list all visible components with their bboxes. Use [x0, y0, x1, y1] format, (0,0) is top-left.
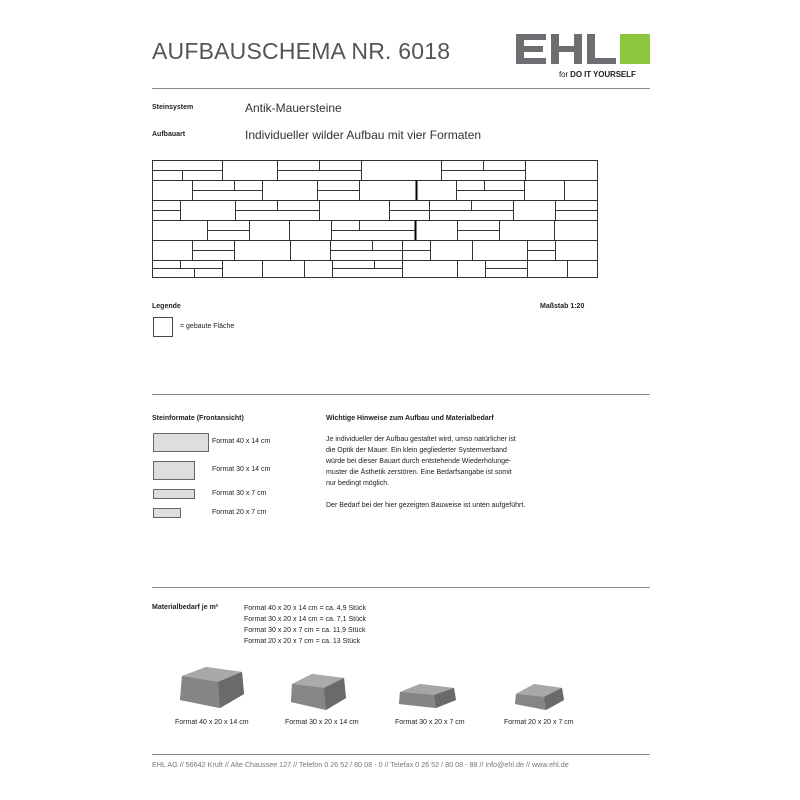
wall-stone: [195, 269, 223, 278]
wall-stone: [473, 241, 528, 261]
logo-letter-e: [516, 34, 546, 64]
stone-image-20x20x7: [512, 680, 568, 714]
stone-caption: Format 20 x 20 x 7 cm: [504, 719, 574, 726]
wall-stone: [193, 191, 263, 201]
wall-stone: [442, 171, 526, 181]
wall-stone: [430, 201, 472, 211]
stone-caption: Format 30 x 20 x 14 cm: [285, 719, 359, 726]
format-swatch-40x14: [153, 433, 209, 452]
format-label: Format 20 x 7 cm: [212, 509, 267, 516]
wall-stone: [320, 201, 390, 221]
wall-stone: [514, 201, 556, 221]
wall-stone: [556, 201, 598, 211]
notes-line: die Optik der Mauer. Ein klein gegliederter Systemverband: [326, 447, 507, 454]
header-divider: [152, 88, 650, 89]
legend-title: Legende: [152, 303, 181, 310]
notes-line: nur bedingt möglich.: [326, 480, 390, 487]
aufbauart-label: Aufbauart: [152, 131, 186, 138]
wall-stone: [556, 241, 598, 261]
wall-stone: [235, 241, 291, 261]
legend-swatch: [153, 317, 173, 337]
wall-stone: [153, 221, 208, 241]
footer-divider: [152, 754, 650, 755]
wall-stone: [332, 221, 360, 231]
format-swatch-30x7: [153, 489, 195, 499]
wall-stone: [263, 181, 318, 201]
wall-stone: [373, 241, 403, 251]
wall-stone: [318, 181, 360, 191]
material-line: Format 30 x 20 x 14 cm = ca. 7,1 Stück: [244, 616, 366, 623]
section-divider-2: [152, 587, 650, 588]
wall-stone: [236, 211, 320, 221]
stone-caption: Format 40 x 20 x 14 cm: [175, 719, 249, 726]
wall-stone: [486, 269, 528, 278]
wall-stone: [236, 201, 278, 211]
format-label: Format 40 x 14 cm: [212, 438, 271, 445]
logo-green-square: [620, 34, 650, 64]
scale-label: Maßstab 1:20: [540, 303, 585, 310]
steinsystem-label: Steinsystem: [152, 104, 194, 111]
wall-stone: [565, 181, 598, 201]
wall-stone: [568, 261, 598, 278]
wall-stone: [375, 261, 403, 269]
format-swatch-30x14: [153, 461, 195, 480]
notes-line: muster die Ästhetik zerstören. Eine Bedarfsangabe ist somit: [326, 469, 512, 476]
wall-stone: [403, 241, 431, 251]
wall-stone: [457, 181, 485, 191]
wall-stone: [417, 181, 457, 201]
format-swatch-20x7: [153, 508, 181, 518]
wall-stone: [458, 261, 486, 278]
wall-stone: [193, 241, 235, 251]
wall-stone: [153, 241, 193, 261]
wall-stone: [290, 221, 332, 241]
wall-stone: [208, 221, 250, 231]
logo-letter-l: [587, 34, 616, 64]
wall-stone: [485, 181, 525, 191]
wall-stone: [430, 211, 514, 221]
ehl-logo: [516, 34, 650, 64]
wall-stone: [442, 161, 484, 171]
wall-stone: [528, 251, 556, 261]
wall-stone: [484, 161, 526, 171]
tagline-prefix: for: [559, 70, 571, 79]
wall-stone: [360, 221, 416, 231]
tagline-bold: DO IT YOURSELF: [570, 70, 636, 79]
steinsystem-value: Antik-Mauersteine: [245, 101, 342, 115]
wall-stone: [333, 261, 375, 269]
wall-stone: [153, 201, 181, 211]
wall-stone: [331, 241, 373, 251]
notes-line: würde bei dieser Bauart durch entstehende Wiederholunge-: [326, 458, 512, 465]
formats-title: Steinformate (Frontansicht): [152, 415, 244, 422]
logo-letter-h: [551, 34, 582, 64]
wall-stone: [208, 231, 250, 241]
wall-stone: [223, 161, 278, 181]
wall-stone: [486, 261, 528, 269]
material-line: Format 30 x 20 x 7 cm = ca. 11,9 Stück: [244, 627, 366, 634]
wall-pattern: [152, 160, 598, 278]
wall-stone: [305, 261, 333, 278]
format-label: Format 30 x 7 cm: [212, 490, 267, 497]
wall-stone: [250, 221, 290, 241]
wall-stone: [390, 201, 430, 211]
stone-caption: Format 30 x 20 x 7 cm: [395, 719, 465, 726]
section-divider-1: [152, 394, 650, 395]
wall-stone: [278, 201, 320, 211]
notes-title: Wichtige Hinweise zum Aufbau und Materialbedarf: [326, 415, 494, 422]
wall-stone: [153, 181, 193, 201]
wall-stone: [526, 161, 598, 181]
wall-stone: [331, 251, 403, 261]
aufbauart-value: Individueller wilder Aufbau mit vier Formaten: [245, 128, 482, 142]
legend-item-label: = gebaute Fläche: [180, 323, 235, 330]
wall-stone: [153, 261, 181, 269]
wall-stone: [333, 269, 403, 278]
wall-stone: [390, 211, 430, 221]
wall-stone: [525, 181, 565, 201]
wall-stone: [320, 161, 362, 171]
wall-stone: [153, 171, 183, 181]
material-label: Materialbedarf je m²: [152, 604, 219, 611]
material-line: Format 20 x 20 x 7 cm = ca. 13 Stück: [244, 638, 361, 645]
wall-stone: [528, 241, 556, 251]
page-title: AUFBAUSCHEMA NR. 6018: [152, 38, 451, 64]
material-line: Format 40 x 20 x 14 cm = ca. 4,9 Stück: [244, 605, 366, 612]
notes-line: Je individueller der Aufbau gestaltet wird, umso natürlicher ist: [326, 436, 516, 443]
notes-body: [326, 434, 596, 511]
wall-stone: [528, 261, 568, 278]
wall-stone: [457, 191, 525, 201]
wall-stone: [278, 161, 320, 171]
stone-image-30x20x7: [396, 680, 460, 712]
wall-stone: [403, 261, 458, 278]
wall-stone: [318, 191, 360, 201]
wall-stone: [153, 161, 223, 171]
wall-stone: [153, 211, 181, 221]
wall-stone: [472, 201, 514, 211]
wall-stone: [235, 181, 263, 191]
wall-stone: [416, 221, 458, 241]
wall-stone: [555, 221, 598, 241]
wall-stone: [153, 269, 195, 278]
wall-stone: [181, 261, 223, 269]
wall-stone: [458, 231, 500, 241]
wall-stone: [556, 211, 598, 221]
wall-stone: [403, 251, 431, 261]
stone-image-40x20x14: [176, 664, 248, 714]
wall-stone: [263, 261, 305, 278]
wall-stone: [360, 181, 417, 201]
wall-stone: [362, 161, 442, 181]
wall-stone: [223, 261, 263, 278]
wall-stone: [500, 221, 555, 241]
wall-stone: [278, 171, 362, 181]
stone-image-30x20x14: [288, 670, 350, 714]
wall-stone: [291, 241, 331, 261]
material-list: [244, 603, 366, 647]
format-label: Format 30 x 14 cm: [212, 466, 271, 473]
wall-stone: [458, 221, 500, 231]
wall-stone: [193, 251, 235, 261]
wall-stone: [431, 241, 473, 261]
wall-stone: [181, 201, 236, 221]
footer-text: EHL AG // 56642 Kruft // Alte Chaussee 127 // Telefon 0 26 52 / 80 08 - 0 // Telefax 0 26 52 / 80 08 - 88 // info@ehl.de // www.ehl.de: [152, 760, 569, 769]
notes-line: Der Bedarf bei der hier gezeigten Bauweise ist unten aufgeführt.: [326, 502, 526, 509]
tagline: [559, 70, 636, 79]
wall-stone: [193, 181, 235, 191]
wall-stone: [332, 231, 416, 241]
wall-stone: [183, 171, 223, 181]
